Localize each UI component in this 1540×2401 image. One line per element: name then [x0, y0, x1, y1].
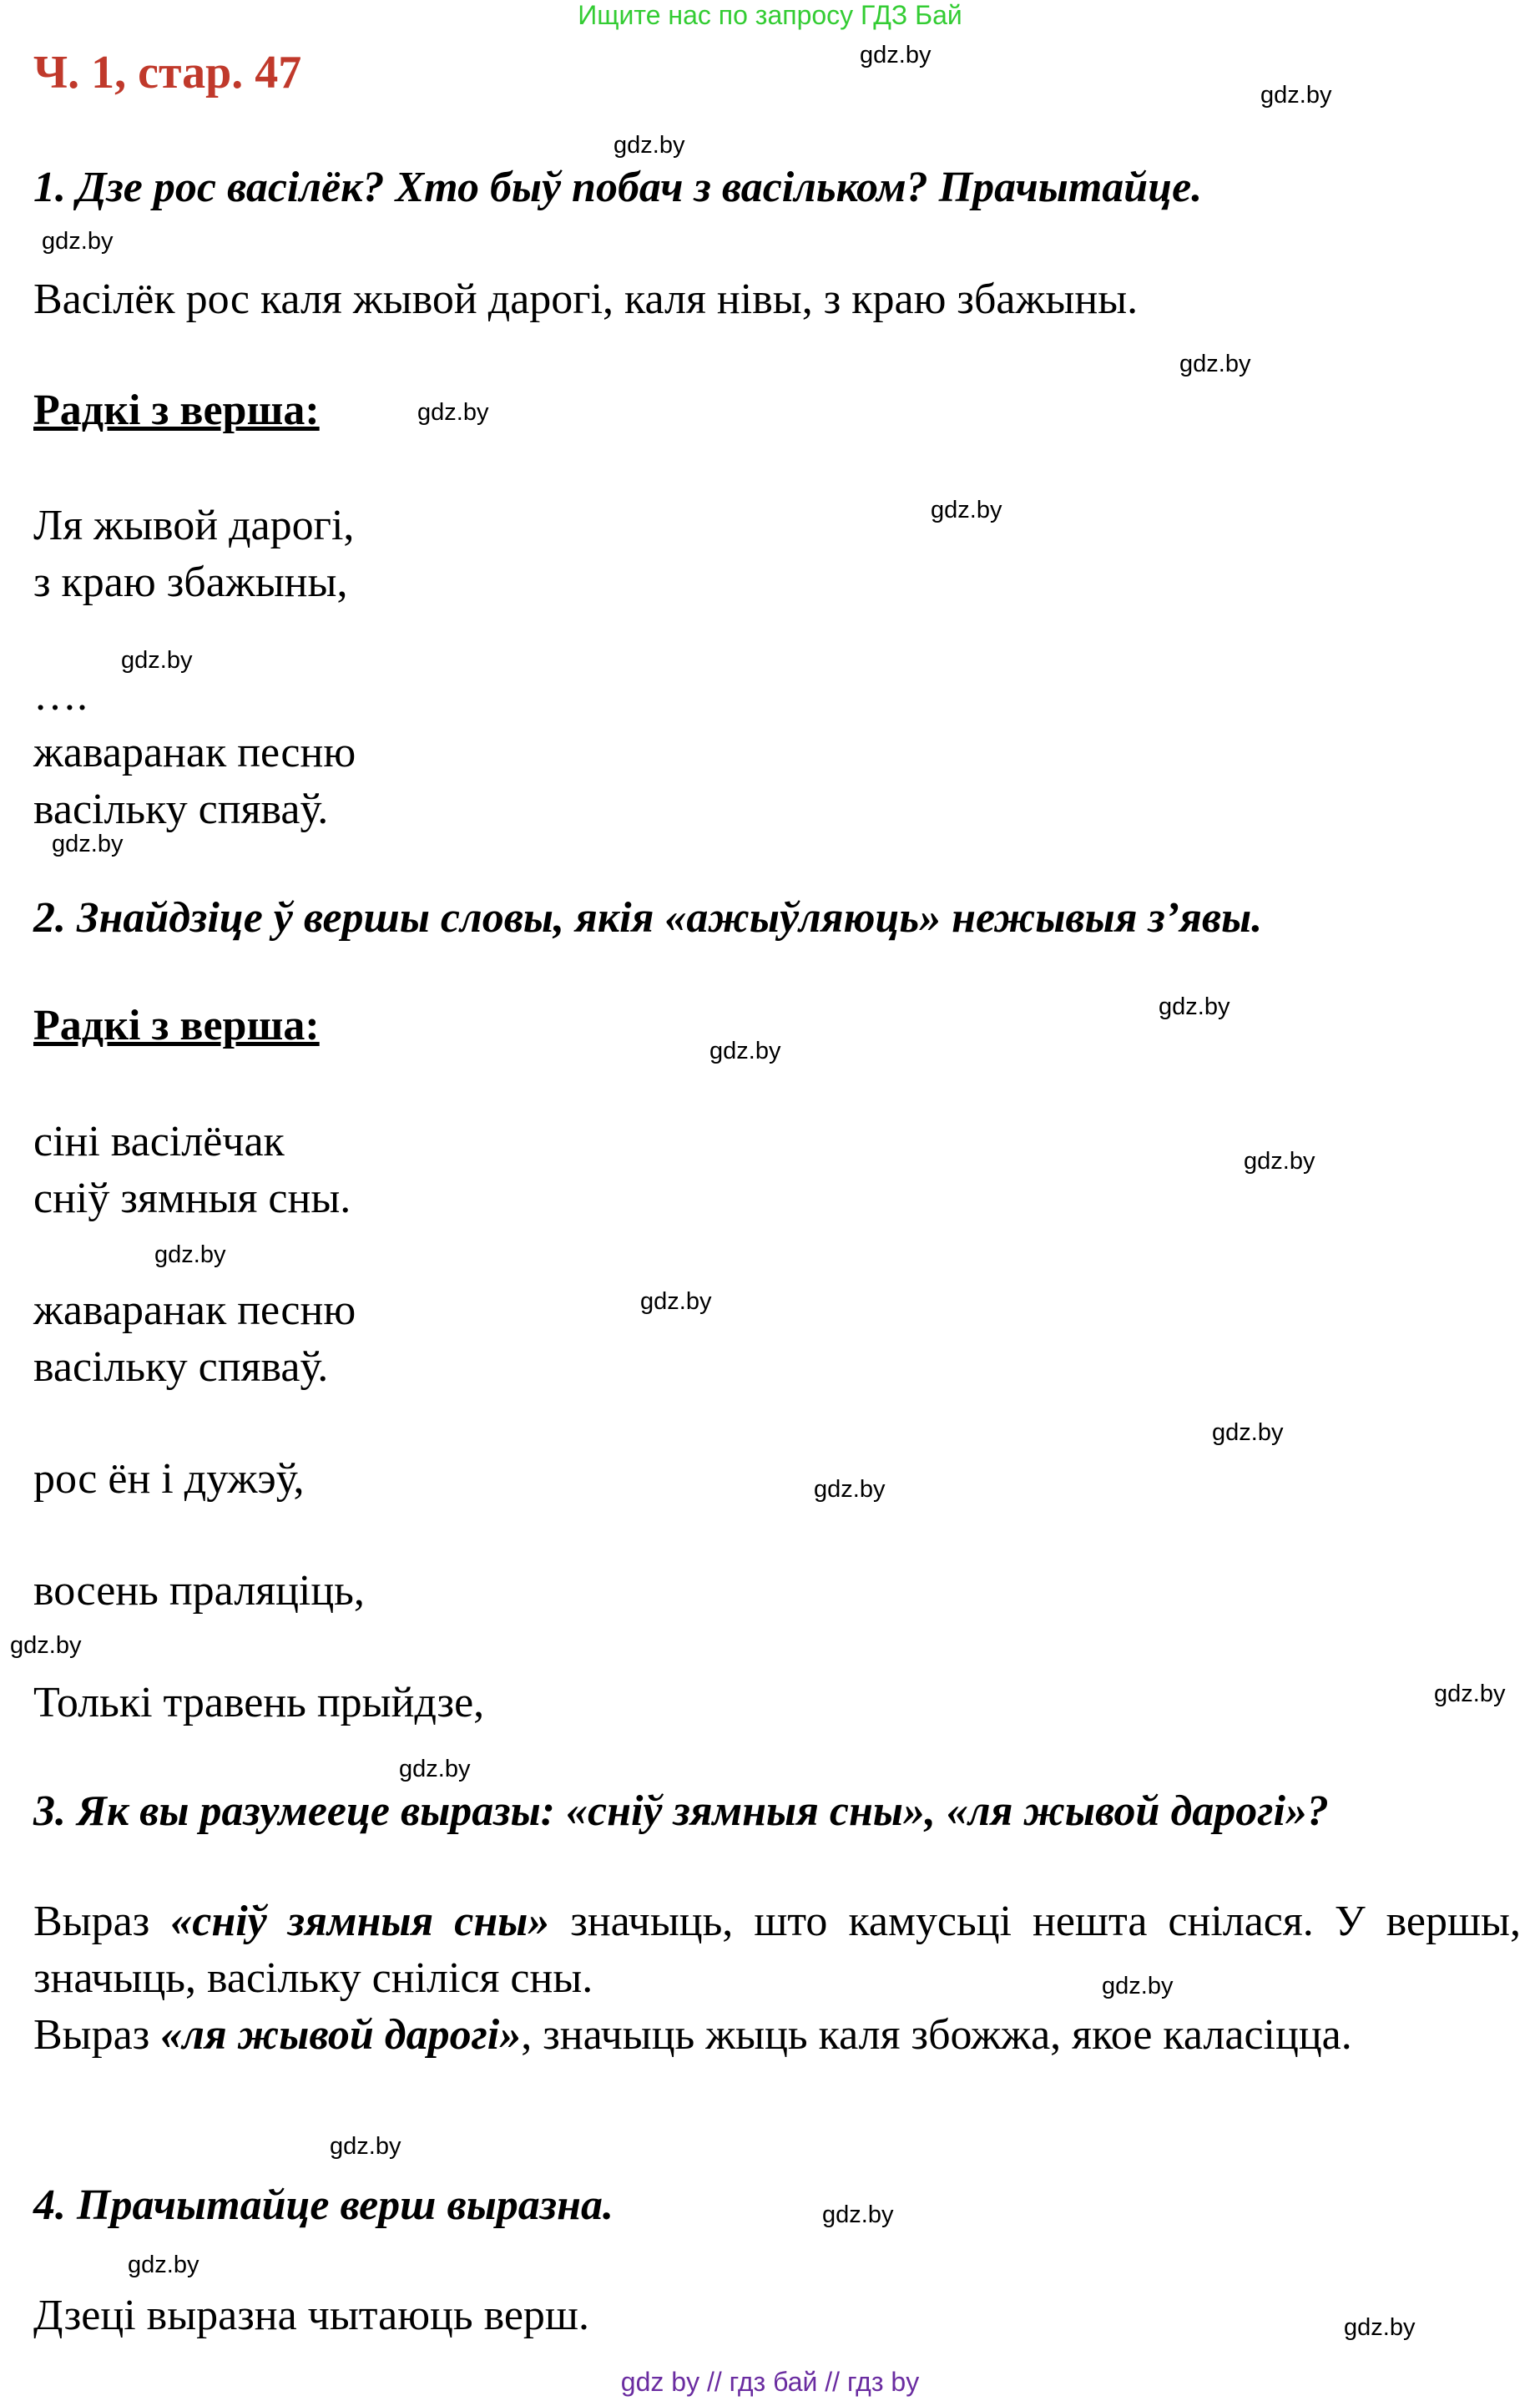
watermark: gdz.by [1260, 82, 1332, 109]
question-3-paragraph-1: Выраз «сніў зямныя сны» значыць, што камусьці нешта снілася. У вершы, значыць, васільку сніліся сны. [33, 1898, 1521, 2002]
watermark: gdz.by [52, 831, 124, 857]
top-banner: Ищите нас по запросу ГДЗ Бай [578, 0, 962, 30]
watermark: gdz.by [1244, 1148, 1315, 1175]
watermark: gdz.by [640, 1288, 712, 1315]
watermark: gdz.by [613, 132, 685, 159]
poem-line: васільку спяваў. [33, 786, 329, 833]
poem-line: рос ён і дужэў, [33, 1455, 305, 1503]
watermark: gdz.by [121, 647, 193, 674]
watermark: gdz.by [1102, 1973, 1174, 1999]
watermark: gdz.by [128, 2252, 199, 2278]
poem-line: сніў зямныя сны. [33, 1175, 351, 1222]
question-2-heading: 2. Знайдзіце ў вершы словы, якія «ажыўляюць» нежывыя з’явы. [33, 894, 1263, 942]
question-2-subheading: Радкі з верша: [33, 1002, 320, 1049]
watermark: gdz.by [931, 497, 1002, 523]
poem-line: восень праляціць, [33, 1567, 365, 1615]
watermark: gdz.by [1212, 1419, 1284, 1446]
question-3-paragraph-2: Выраз «ля жывой дарогі», значыць жыць каля збожжа, якое каласіцца. [33, 2011, 1352, 2059]
poem-line: сіні васілёчак [33, 1118, 285, 1165]
watermark: gdz.by [709, 1038, 781, 1064]
watermark: gdz.by [10, 1632, 82, 1659]
watermark: gdz.by [860, 42, 932, 68]
question-1-subheading: Радкі з верша: [33, 387, 320, 434]
poem-line: васільку спяваў. [33, 1343, 329, 1391]
page-title: Ч. 1, стар. 47 [33, 47, 302, 99]
watermark: gdz.by [330, 2133, 401, 2160]
question-1-answer: Васілёк рос каля жывой дарогі, каля нівы, з краю збажыны. [33, 275, 1139, 323]
watermark: gdz.by [1179, 351, 1251, 377]
watermark: gdz.by [417, 399, 489, 426]
poem-ellipsis: …. [33, 672, 88, 720]
poem-line: жаваранак песню [33, 729, 356, 776]
watermark: gdz.by [1159, 993, 1230, 1020]
footer-links: gdz by // гдз бай // гдз by [620, 2367, 920, 2397]
poem-line: Толькі травень прыйдзе, [33, 1679, 485, 1726]
watermark: gdz.by [822, 2201, 894, 2228]
question-4-answer: Дзеці выразна чытаюць верш. [33, 2292, 589, 2339]
watermark: gdz.by [399, 1756, 471, 1782]
question-1-heading: 1. Дзе рос васілёк? Хто быў побач з васільком? Прачытайце. [33, 164, 1203, 211]
poem-line: жаваранак песню [33, 1286, 356, 1334]
watermark: gdz.by [42, 228, 114, 255]
poem-line: Ля жывой дарогі, [33, 502, 355, 549]
watermark: gdz.by [1434, 1681, 1506, 1707]
watermark: gdz.by [1344, 2314, 1416, 2341]
watermark: gdz.by [814, 1476, 886, 1503]
term-sniu-zyamnyya-sny: «сніў зямныя сны» [170, 1898, 550, 1945]
question-4-heading: 4. Прачытайце верш выразна. [33, 2181, 613, 2229]
term-lya-zhyvoi-darogi: «ля жывой дарогі» [160, 2011, 522, 2059]
watermark: gdz.by [154, 1241, 226, 1268]
poem-line: з краю збажыны, [33, 559, 348, 606]
question-3-heading: 3. Як вы разумееце выразы: «сніў зямныя сны», «ля жывой дарогі»? [33, 1787, 1329, 1835]
